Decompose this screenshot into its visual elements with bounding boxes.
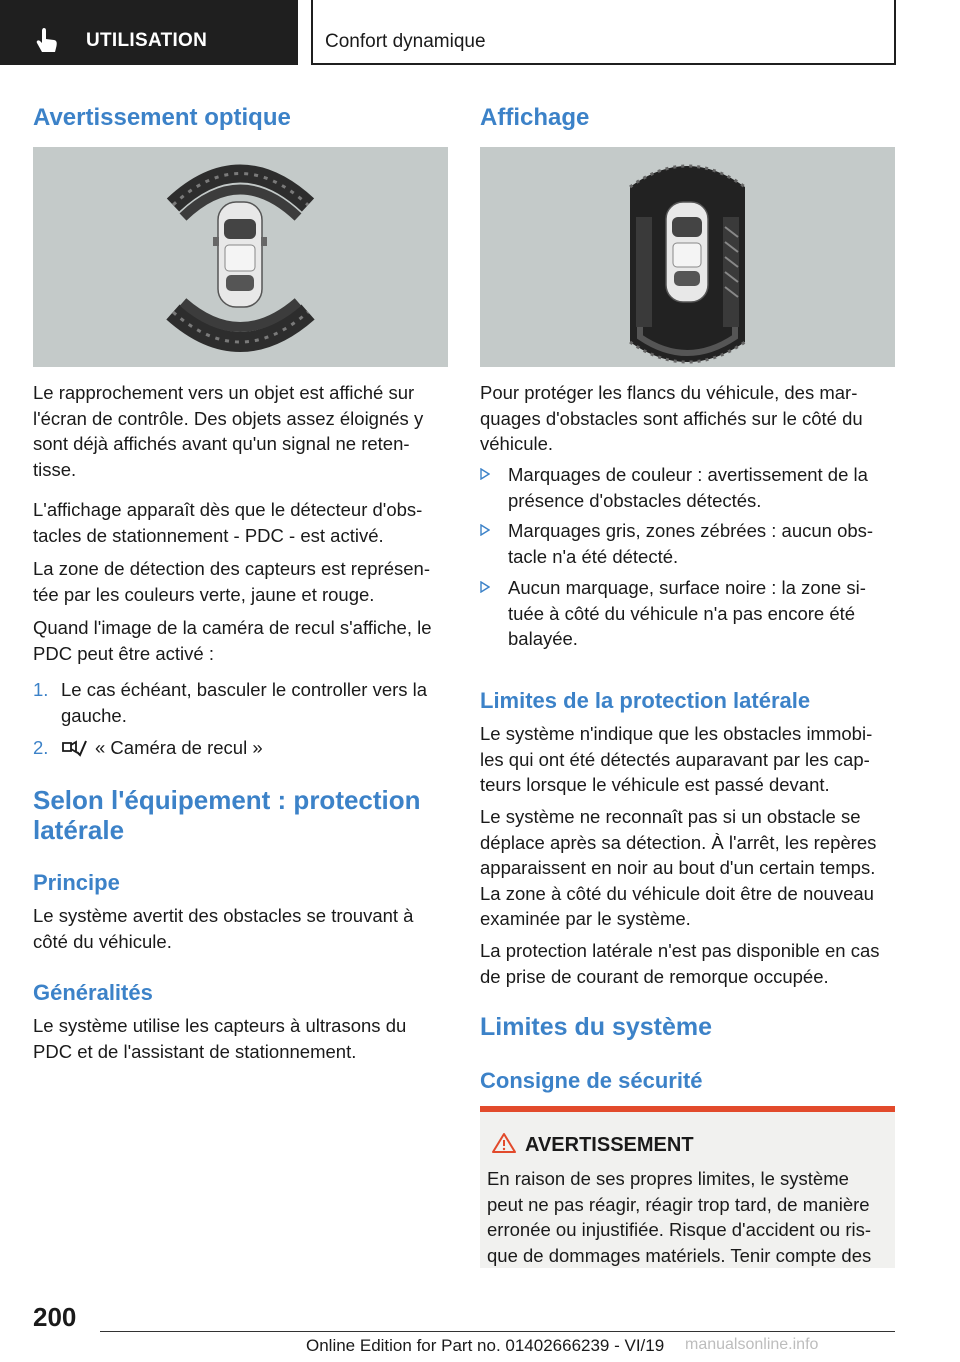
header-section-title: UTILISATION (86, 30, 208, 51)
triangle-bullet-icon (480, 468, 490, 480)
warning-triangle-icon (491, 1132, 517, 1154)
paragraph-general (33, 1013, 406, 1064)
text-line: les qui ont été détectés auparavant par les cap- (480, 748, 870, 770)
heading-line: Selon l'équipement : protection (33, 785, 421, 815)
heading-side-protection (33, 785, 421, 845)
footer-watermark: manualsonline.info (685, 1336, 819, 1353)
heading-safety-note: Consigne de sécurité (480, 1068, 703, 1093)
bullet-text (508, 518, 873, 569)
text-line: tacles de stationnement - PDC - est activé. (33, 524, 384, 546)
text-line: véhicule. (480, 433, 554, 454)
step-text (61, 677, 427, 728)
text-line: Marquages gris, zones zébrées : aucun obs- (508, 520, 874, 541)
text-line: Quand l'image de la caméra de recul s'affiche, le (33, 617, 432, 638)
heading-principle: Principe (33, 870, 120, 895)
paragraph-detection-zone (33, 556, 430, 607)
footer-rule (100, 1331, 895, 1332)
text-line: La protection latérale n'est pas disponible en cas (480, 940, 880, 961)
page-number: 200 (33, 1302, 77, 1332)
text-line: présence d'obstacles détectés. (508, 489, 762, 511)
text-line: tacle n'a été détecté. (508, 545, 679, 567)
text-line: PDC et de l'assistant de stationnement. (33, 1040, 357, 1062)
paragraph-side-markings (480, 380, 863, 457)
hand-pointer-icon (34, 26, 64, 56)
heading-line: latérale (33, 815, 125, 845)
text-line: tisse. (33, 458, 77, 480)
text-line: sont déjà affichés avant qu'un signal ne reten- (33, 433, 410, 454)
bullet-text (508, 462, 868, 513)
paragraph-display-activation (33, 497, 422, 548)
text-line: L'affichage apparaît dès que le détecteur d'obs- (33, 499, 423, 520)
text-line: En raison de ses propres limites, le système (487, 1168, 849, 1189)
heading-side-protection-limits: Limites de la protection latérale (480, 688, 811, 713)
text-line: de prise de courant de remorque occupée. (480, 965, 829, 987)
text-line: déplace après sa détection. À l'arrêt, les repères (480, 831, 877, 853)
header-chapter-title: Confort dynamique (325, 31, 486, 52)
paragraph-limits-1 (480, 721, 872, 798)
heading-system-limits: Limites du système (480, 1013, 713, 1041)
figure-pdc-display (33, 147, 448, 367)
text-line: La zone à côté du véhicule doit être de nouveau (480, 882, 874, 904)
heading-display: Affichage (480, 104, 590, 131)
text-line: apparaissent en noir au bout d'un certain temps. (480, 857, 876, 878)
text-line: quages d'obstacles sont affichés sur le côté du (480, 407, 863, 429)
text-line: côté du véhicule. (33, 930, 172, 952)
paragraph-limits-2 (480, 804, 876, 932)
triangle-bullet-icon (480, 581, 490, 593)
paragraph-limits-3 (480, 938, 879, 989)
text-line: Pour protéger les flancs du véhicule, des mar- (480, 382, 858, 403)
text-line: PDC peut être activé : (33, 642, 214, 664)
text-line: peut ne pas réagir, réagir trop tard, de manière (487, 1193, 870, 1215)
warning-text (487, 1166, 871, 1268)
warning-title: AVERTISSEMENT (525, 1134, 694, 1156)
text-line: tée par les couleurs verte, jaune et rouge. (33, 583, 375, 605)
text-line: Le système ne reconnaît pas si un obstacle se (480, 806, 861, 827)
bullet-text (508, 575, 866, 652)
warning-box (480, 1112, 895, 1268)
text-line: que de dommages matériels. Tenir compte des (487, 1244, 872, 1266)
step-number: 2. (33, 737, 49, 758)
pdc-illustration (33, 147, 448, 367)
footer-edition: Online Edition for Part no. 01402666239 - VI/19 (306, 1336, 665, 1355)
text-line: teurs lorsque le véhicule est passé devant. (480, 774, 830, 795)
text-line: Marquages de couleur : avertissement de la (508, 464, 868, 485)
text-line: gauche. (61, 704, 127, 726)
heading-optical-warning: Avertissement optique (33, 104, 291, 131)
step-number: 1. (33, 679, 49, 700)
text-line: Aucun marquage, surface noire : la zone si- (508, 577, 866, 598)
paragraph-principle (33, 903, 413, 954)
text-line: Le système n'indique que les obstacles immobi- (480, 723, 873, 744)
heading-general: Généralités (33, 980, 153, 1005)
text-line: La zone de détection des capteurs est représen- (33, 558, 430, 579)
text-line: erronée ou injustifiée. Risque d'accident ou ris- (487, 1219, 872, 1240)
text-line: Le rapprochement vers un objet est affiché sur (33, 382, 415, 403)
text-line: balayée. (508, 628, 578, 649)
triangle-bullet-icon (480, 524, 490, 536)
text-line: Le cas échéant, basculer le controller vers la (61, 679, 428, 700)
text-line: tuée à côté du véhicule n'a pas encore été (508, 602, 856, 624)
step-text (95, 735, 263, 761)
paragraph-approach (33, 380, 423, 482)
text-line: Le système avertit des obstacles se trouvant à (33, 905, 414, 926)
paragraph-rear-camera (33, 615, 432, 666)
text-line: « Caméra de recul » (95, 737, 263, 758)
text-line: Le système utilise les capteurs à ultrasons du (33, 1015, 407, 1036)
rear-camera-icon (61, 737, 87, 757)
text-line: examinée par le système. (480, 908, 691, 929)
text-line: l'écran de contrôle. Des objets assez éloignés y (33, 407, 424, 429)
side-protection-illustration (480, 147, 895, 367)
figure-side-protection-display (480, 147, 895, 367)
